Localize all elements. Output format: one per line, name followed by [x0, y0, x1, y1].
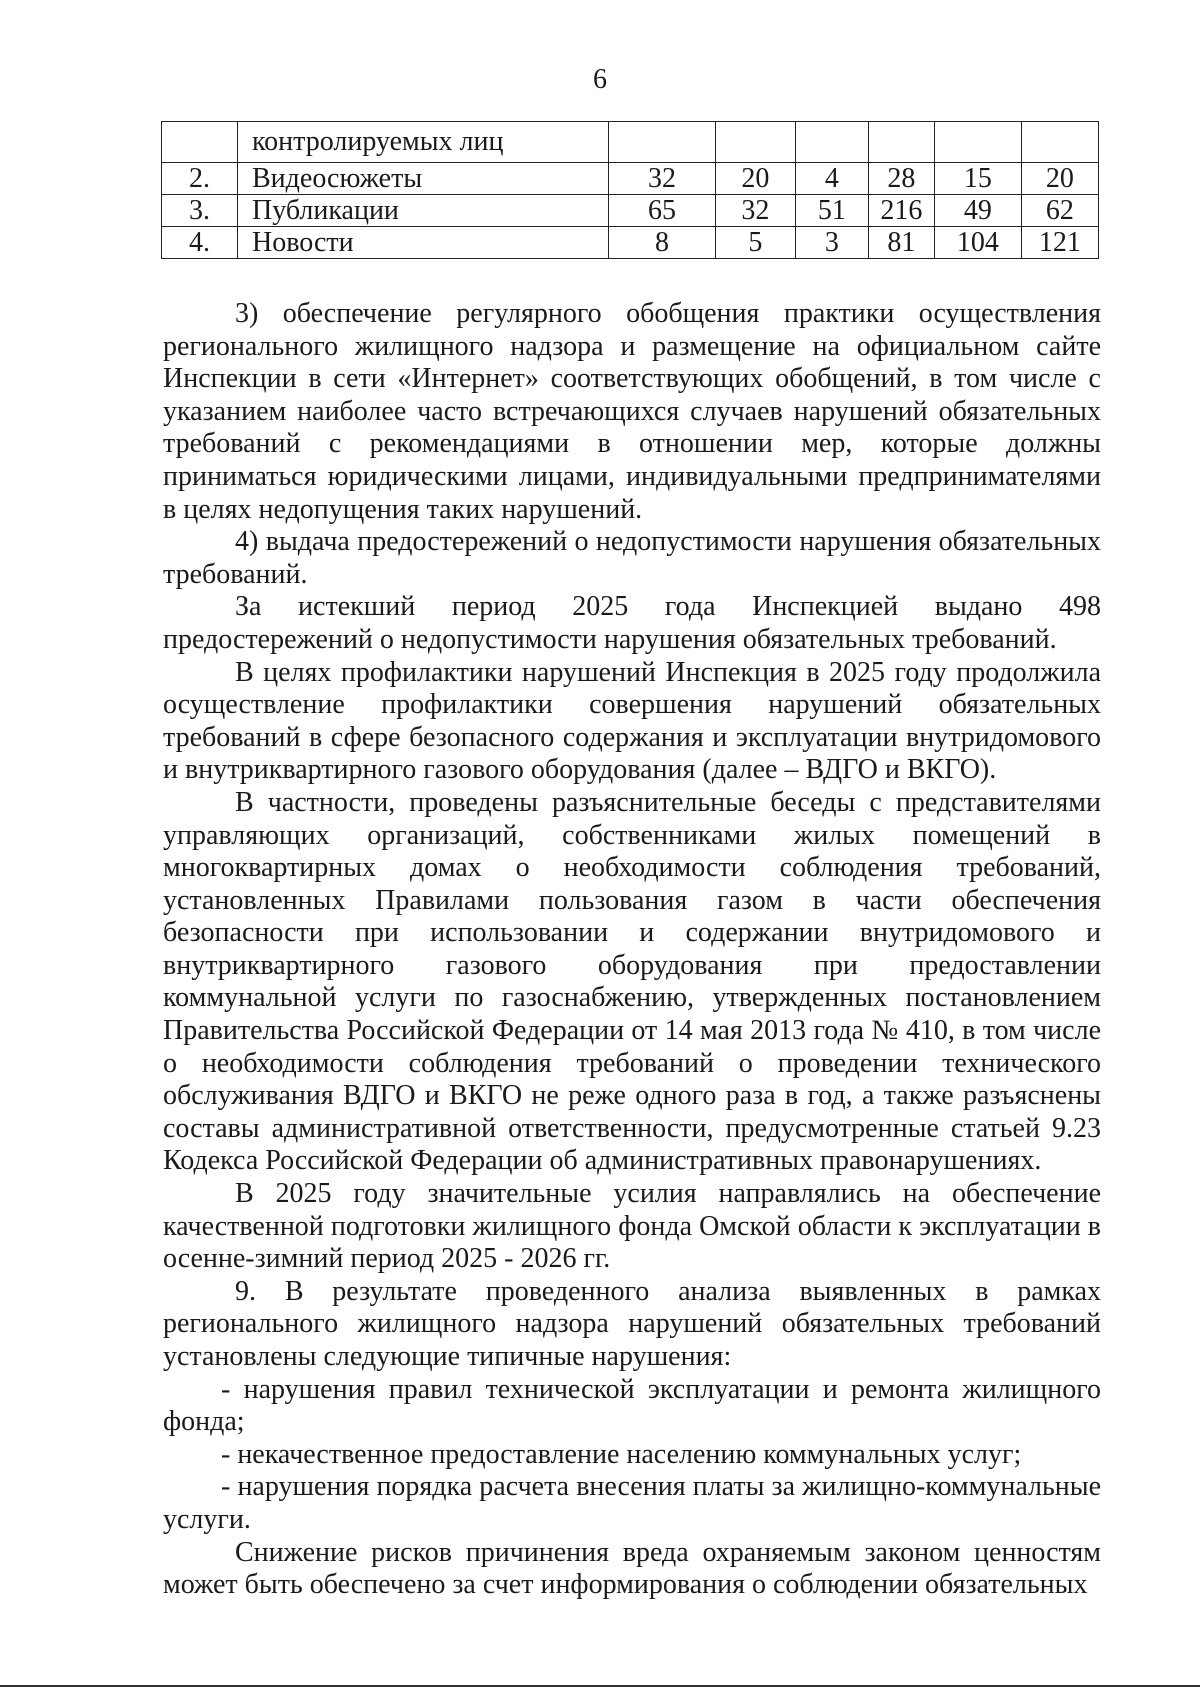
- table-cell: [868, 122, 934, 163]
- statistics-table: [161, 121, 1099, 259]
- table-cell: 81: [868, 227, 934, 259]
- table-row: [162, 122, 1099, 163]
- list-item: - некачественное предоставление населению коммунальных услуг;: [221, 1438, 1022, 1470]
- paragraph-explanatory-talks: В частности, проведены разъяснительные беседы с представителями управляющих организаций, собственниками жилых помещений в многоквартирных домах о необходимости соблюдения требований, установленных Правилами пользования газом в части обеспечения безопасности при использовании и содержании внутридомового и внутриквартирного газового оборудования при предоставлении коммунальной услуги по газоснабжению, утвержденных постановлением Правительства Российской Федерации от 14 мая 2013 года № 410, в том числе о необходимости соблюдения требований о проведении технического обслуживания ВДГО и ВКГО не реже одного раза в год, а также разъяснены составы административной ответственности, предусмотренные статьей 9.23 Кодекса Российской Федерации об административных правонарушениях.: [163, 786, 1101, 1177]
- table-cell: [1021, 122, 1098, 163]
- table-cell: 104: [935, 227, 1022, 259]
- paragraph-warnings-issued: За истекший период 2025 года Инспекцией выдано 498 предостережений о недопустимости нарушения обязательных требований.: [163, 591, 1101, 655]
- table-cell: 20: [1021, 163, 1098, 195]
- paragraph-item-4: 4) выдача предостережений о недопустимости нарушения обязательных требований.: [163, 526, 1101, 590]
- row-label: Видеосюжеты: [238, 163, 609, 195]
- row-number: 2.: [162, 163, 238, 195]
- document-body: [163, 298, 1101, 1602]
- table-cell: [715, 122, 795, 163]
- table-row: [162, 163, 1099, 195]
- table-cell: 65: [609, 195, 715, 227]
- table-cell: 216: [868, 195, 934, 227]
- row-label: Публикации: [238, 195, 609, 227]
- table-cell: 4: [796, 163, 869, 195]
- table-row: [162, 227, 1099, 259]
- table-cell: 8: [609, 227, 715, 259]
- paragraph-section-9: 9. В результате проведенного анализа выявленных в рамках регионального жилищного надзора нарушений обязательных требований установлены следующие типичные нарушения:: [163, 1275, 1101, 1372]
- paragraph-item-3: 3) обеспечение регулярного обобщения практики осуществления регионального жилищного надзора и размещение на официальном сайте Инспекции в сети «Интернет» соответствующих обобщений, в том числе с указанием наиболее часто встречающихся случаев нарушений обязательных требований с рекомендациями в отношении мер, которые должны приниматься юридическими лицами, индивидуальными предпринимателями в целях недопущения таких нарушений.: [163, 298, 1101, 525]
- page-number: 6: [593, 64, 607, 95]
- table-cell: [796, 122, 869, 163]
- table-cell: 5: [715, 227, 795, 259]
- table-cell: 32: [609, 163, 715, 195]
- table-cell: 20: [715, 163, 795, 195]
- table-cell: [609, 122, 715, 163]
- paragraph-prevention: В целях профилактики нарушений Инспекция в 2025 году продолжила осуществление профилактики совершения нарушений обязательных требований в сфере безопасного содержания и эксплуатации внутридомового и внутриквартирного газового оборудования (далее – ВДГО и ВКГО).: [163, 656, 1101, 786]
- table-cell: 32: [715, 195, 795, 227]
- table-cell: 121: [1021, 227, 1098, 259]
- list-item: - нарушения порядка расчета внесения платы за жилищно-коммунальные услуги.: [163, 1471, 1101, 1535]
- table-cell: 51: [796, 195, 869, 227]
- paragraph-housing-preparation: В 2025 году значительные усилия направлялись на обеспечение качественной подготовки жилищного фонда Омской области к эксплуатации в осенне-зимний период 2025 - 2026 гг.: [163, 1178, 1101, 1275]
- row-label: контролируемых лиц: [238, 122, 609, 163]
- row-number: [162, 122, 238, 163]
- table-cell: [935, 122, 1022, 163]
- table-cell: 3: [796, 227, 869, 259]
- list-item: - нарушения правил технической эксплуатации и ремонта жилищного фонда;: [163, 1373, 1101, 1438]
- table-cell: 28: [868, 163, 934, 195]
- table-row: [162, 195, 1099, 227]
- row-number: 3.: [162, 195, 238, 227]
- table-cell: 49: [935, 195, 1022, 227]
- page-bottom-rule: [0, 1685, 1200, 1687]
- table-cell: 15: [935, 163, 1022, 195]
- table-cell: 62: [1021, 195, 1098, 227]
- paragraph-risk-reduction: Снижение рисков причинения вреда охраняемым законом ценностям может быть обеспечено за счет информирования о соблюдении обязательных: [163, 1536, 1101, 1601]
- row-number: 4.: [162, 227, 238, 259]
- row-label: Новости: [238, 227, 609, 259]
